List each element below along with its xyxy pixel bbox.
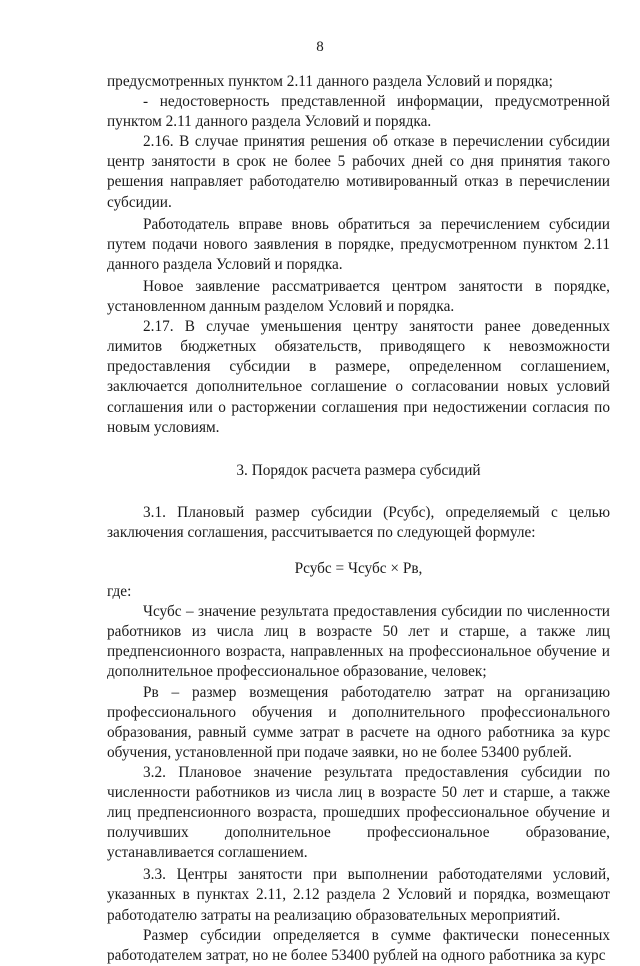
formula-term-definition: Рв – размер возмещения работодателю затрат на организацию профессионального обучения и дополнительного профессионального образования, равный сумме затрат в расчете на одного работника за курс обучения, установленной при подаче заявки, но не более 53400 рублей. [107, 683, 610, 761]
paragraph: 3.1. Плановый размер субсидии (Рсубс), определяемый с целью заключения соглашения, рассчитывается по следующей формуле: [107, 503, 610, 541]
section-heading: 3. Порядок расчета размера субсидий [236, 461, 481, 479]
paragraph: Работодатель вправе вновь обратиться за перечислением субсидии путем подачи нового заявления в порядке, предусмотренном пунктом 2.11 данного раздела Условий и порядка. [107, 215, 610, 273]
paragraph: предусмотренных пунктом 2.11 данного раздела Условий и порядка; [107, 73, 553, 90]
paragraph: - недостоверность представленной информации, предусмотренной пунктом 2.11 данного раздела Условий и порядка. [107, 93, 610, 131]
formula-term-definition: Чсубс – значение результата предоставления субсидии по численности работников из числа лиц в возрасте 50 лет и старше, а также лиц предпенсионного возраста, направленных на профессиональное обучение и дополнительное профессиональное образование, человек; [107, 603, 610, 681]
page-number: 8 [316, 39, 324, 55]
paragraph: 3.3. Центры занятости при выполнении работодателями условий, указанных в пунктах 2.11, 2.12 раздела 2 Условий и порядка, возмещают работодателю затраты на реализацию образовательных мероприятий. [107, 866, 610, 924]
formula-where-label: где: [107, 583, 132, 601]
formula: Рсубс = Чсубс × Рв, [294, 559, 423, 577]
paragraph: 2.16. В случае принятия решения об отказе в перечислении субсидии центр занятости в срок не более 5 рабочих дней со дня принятия такого решения направляет работодателю мотивированный отказ в перечислении субсидии. [107, 133, 610, 211]
paragraph: Новое заявление рассматривается центром занятости в порядке, установленном данным разделом Условий и порядка. [107, 277, 610, 316]
paragraph: 3.2. Плановое значение результата предоставления субсидии по численности работников из числа лиц в возрасте 50 лет и старше, а также лиц предпенсионного возраста, прошедших профессиональное обучение и получивших дополнительное профессиональное образование, устанавливается соглашением. [107, 763, 610, 862]
paragraph: 2.17. В случае уменьшения центру занятости ранее доведенных лимитов бюджетных обязательств, приводящего к невозможности предоставления субсидии в размере, определенном соглашением, заключается дополнительное соглашение о согласовании новых условий соглашения или о расторжении соглашения при недостижении согласия по новым условиям. [107, 318, 610, 436]
paragraph: Размер субсидии определяется в сумме фактически понесенных работодателем затрат, но не более 53400 рублей на одного работника за курс [107, 926, 610, 964]
document-body [107, 72, 610, 966]
